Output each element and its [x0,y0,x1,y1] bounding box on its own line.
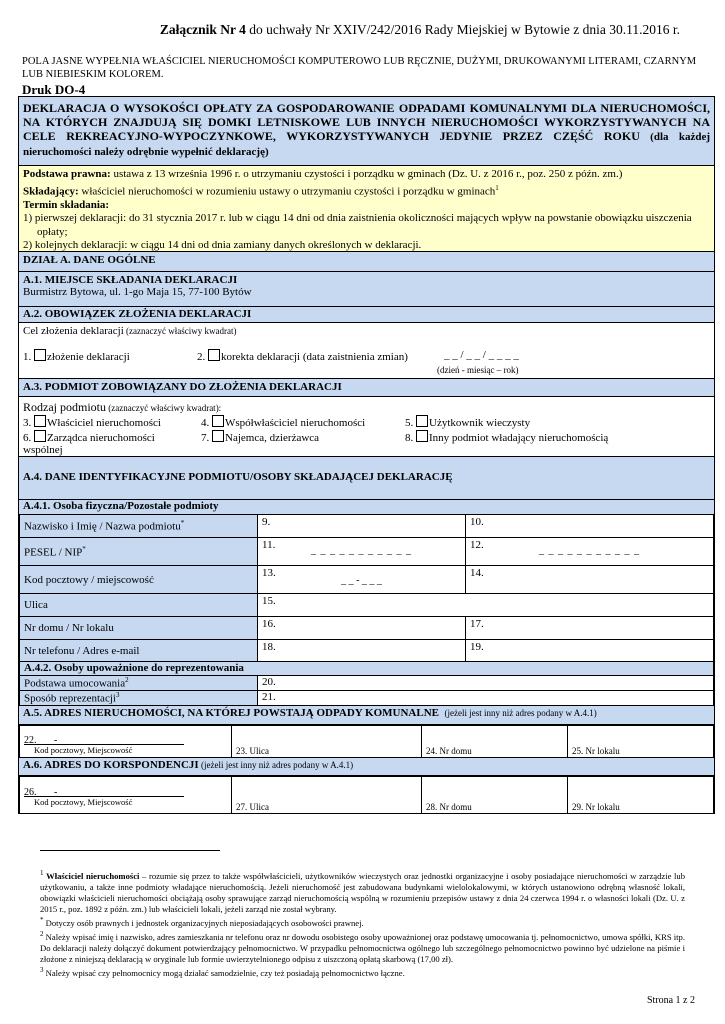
checkbox-icon[interactable] [208,349,220,361]
section-a-heading: DZIAŁ A. DANE OGÓLNE [19,252,714,272]
option-owner[interactable]: 3. Właściciel nieruchomości [23,417,161,429]
option-manager[interactable]: 6. Zarządca nieruchomości wspólnej [23,432,155,456]
phone-field[interactable]: 18. [258,640,466,662]
postal-field-2[interactable]: 14. [466,566,714,594]
correction-date[interactable]: _ _ / _ _ / _ _ _ _ [444,349,519,361]
option-submit[interactable]: 1. złożenie deklaracji [23,351,130,363]
email-field[interactable]: 19. [466,640,714,662]
option-tenant[interactable]: 7. Najemca, dzierżawca [201,432,320,444]
fill-instruction: POLA JASNE WYPEŁNIA WŁAŚCICIEL NIERUCHOMOŚCI KOMPUTEROWO LUB RĘCZNIE, DUŻYMI, DRUKOWANYMI LITERAMI, CZARNYM LUB NIEBIESKIM KOLOREM. [22,56,697,80]
option-co-owner[interactable]: 4. Współwłaściciel nieruchomości [201,417,366,429]
a6-table [19,776,714,813]
a5-heading: A.5. ADRES NIERUCHOMOŚCI, NA KTÓREJ POWSTAJĄ ODPADY KOMUNALNE (jeżeli jest inny niż adres podany w A.4.1) [19,706,714,725]
table-row [20,777,714,813]
nip-field[interactable]: 12. _ _ _ _ _ _ _ _ _ _ _ [466,538,714,566]
option-other[interactable]: 8. Inny podmiot władający nieruchomością [405,432,609,444]
a5-postal-field[interactable]: 22. _ _ - _ _ _ Kod pocztowy, Miejscowość [20,726,232,758]
legal-info: Podstawa prawna: ustawa z 13 września 1996 r. o utrzymaniu czystości i porządku w gminach (Dz. U. z 2016 r., poz. 250 z późn. zm.) Składający: właściciel nieruchomości w rozumieniu ustawy o utrzymaniu czystości i porządku w gminach$^1$ Termin składania: 1) pierwszej deklaracji: do 31 stycznia 2017 r. lub w ciągu 14 dni od dnia zaistnienia okoliczności mających wpływ na powstanie obowiązku uiszczenia opłaty; 2) kolejnych deklaracji: w ciągu 14 dni od dnia zamiany danych określonych w deklaracji. [19,166,714,252]
table-row: Nr domu / Nr lokalu 16. 17. [20,617,714,640]
a5-house-field[interactable]: 24. Nr domu [422,726,568,758]
pesel-field[interactable]: 11. _ _ _ _ _ _ _ _ _ _ _ [258,538,466,566]
form-code: Druk DO-4 [22,82,86,97]
a5-street-field[interactable]: 23. Ulica [232,726,422,758]
table-row [20,726,714,758]
footnote-separator [40,850,220,851]
a6-street-field[interactable]: 27. Ulica [232,777,422,813]
checkbox-icon[interactable] [34,349,46,361]
option-perpetual-user[interactable]: 5. Użytkownik wieczysty [405,417,531,429]
a5-table [19,725,714,758]
table-row: Podstawa umocowania$^2$ 20. [20,676,714,691]
postal-field[interactable]: 13. _ _ - _ _ _ [258,566,466,594]
a6-postal-field[interactable]: 26. _ _ - _ _ _ Kod pocztowy, Miejscowość [20,777,232,813]
table-row: Sposób reprezentacji$^3$ 21. [20,691,714,706]
table-row: Kod pocztowy / miejscowość 13. _ _ - _ _ _ 14. [20,566,714,594]
a3-heading: A.3. PODMIOT ZOBOWIĄZANY DO ZŁOŻENIA DEKLARACJI [19,379,714,397]
table-row: Nazwisko i Imię / Nazwa podmiotu* 9. 10. [20,515,714,538]
a6-house-field[interactable]: 28. Nr domu [422,777,568,813]
a5-flat-field[interactable]: 25. Nr lokalu [568,726,714,758]
a3-body: Rodzaj podmiotu (zaznaczyć właściwy kwadrat): 3. Właściciel nieruchomości 4. Współwłaściciel nieruchomości 5. Użytkownik wieczysty 6. Zarządca nieruchomości wspólnej 7. Najemca, dzierżawca 8. Inny podmiot władający nieruchomością [19,397,714,457]
a1-section: A.1. MIEJSCE SKŁADANIA DEKLARACJI Burmistrz Bytowa, ul. 1-go Maja 15, 77-100 Bytów [19,272,714,307]
a41-heading: A.4.1. Osoba fizyczna/Pozostałe podmioty [19,500,714,515]
attachment-header: Załącznik Nr 4 do uchwały Nr XXIV/242/2016 Rady Miejskiej w Bytowie z dnia 30.11.2016 r. [159,22,680,37]
street-field[interactable]: 15. [258,594,714,617]
footnotes: $^1$ Właściciel nieruchomości – rozumie się przez to także współwłaścicieli, użytkowników wieczystych oraz jednostki organizacyjne i osoby posiadające nieruchomości w zarządzie lub użytkowaniu, a także inne podmioty władające nieruchomością. Jeżeli nieruchomość jest zabudowana budynkami wielolokalowymi, w których ustanowiono odrębną własność lokali, obowiązki właścicieli nieruchomości obciążają osoby sprawujące zarząd nieruchomością wspólną w rozumieniu przepisów ustawy z dnia 24 czerwca 1994 r. o własności lokali (Dz. U. z 2015 r., poz. 1892 z późn. zm.) lub właścicieli lokali, jeżeli zarząd nie został wybrany. * Dotyczy osób prawnych i jednostek organizacyjnych nieposiadających osobowości prawnej. $^2$ Należy wpisać imię i nazwisko, adres zamieszkania nr telefonu oraz nr dowodu osobistego osoby upoważnionej oraz podstawę umocowania tj. pełnomocnictwo, umowa spółki, KRS itp. Do deklaracji należy dołączyć dokument potwierdzający pełnomocnictwo. W przypadku pełnomocnictwa ogólnego lub szczególnego pełnomocnictwo powinno być udzielone na piśmie i złożone z niniejszą deklaracją w oryginale lub formie uwierzytelnionego odpisu z uiszczoną opłatą skarbową (17,00 zł). $^3$ Należy wpisać czy pełnomocnicy mogą działać samodzielnie, czy też posiadają pełnomocnictwo łączne. [40,869,685,978]
option-correction[interactable]: 2. korekta deklaracji (data zaistnienia zmian) [197,351,408,363]
a2-heading: A.2. OBOWIĄZEK ZŁOŻENIA DEKLARACJI [19,307,714,323]
table-row: Ulica 15. [20,594,714,617]
a4-heading: A.4. DANE IDENTYFIKACYJNE PODMIOTU/OSOBY SKŁADAJĄCEJ DEKLARACJĘ [19,457,714,500]
table-row: Nr telefonu / Adres e-mail 18. 19. [20,640,714,662]
date-hint: (dzień - miesiąc – rok) [437,365,519,375]
basis-field[interactable]: 20. [258,676,714,691]
house-number-field[interactable]: 16. [258,617,466,640]
table-row: PESEL / NIP* 11. _ _ _ _ _ _ _ _ _ _ _ 12. _ _ _ _ _ _ _ _ _ _ _ [20,538,714,566]
name-field[interactable]: 9. [258,515,466,538]
declaration-title: DEKLARACJA O WYSOKOŚCI OPŁATY ZA GOSPODAROWANIE ODPADAMI KOMUNALNYMI DLA NIERUCHOMOŚCI, NA KTÓRYCH ZNAJDUJĄ SIĘ DOMKI LETNISKOWE LUB INNYCH NIERUCHOMOŚCI WYKORZYSTYWANYCH NA CELE REKREACYJNO-WYPOCZYNKOWE, WYKORZYSTYWANYCH JEDYNIE PRZEZ CZĘŚĆ ROKU (dla każdej nieruchomości należy odrębnie wypełnić deklarację) [19,97,714,166]
page-number: Strona 1 z 2 [646,995,695,1006]
flat-number-field[interactable]: 17. [466,617,714,640]
a2-body: Cel złożenia deklaracji (zaznaczyć właściwy kwadrat) 1. złożenie deklaracji 2. korekta deklaracji (data zaistnienia zmian) _ _ / _ _ / _ _ _ _ (dzień - miesiąc – rok) [19,323,714,379]
name-field-2[interactable]: 10. [466,515,714,538]
a6-heading: A.6. ADRES DO KORSPONDENCJI (jeżeli jest inny niż adres podany w A.4.1) [19,758,714,776]
a6-flat-field[interactable]: 29. Nr lokalu [568,777,714,813]
table-row: A.4.2. Osoby upoważnione do reprezentowania [20,662,714,676]
manner-field[interactable]: 21. [258,691,714,706]
declaration-form [18,96,715,814]
identity-table [19,514,714,706]
